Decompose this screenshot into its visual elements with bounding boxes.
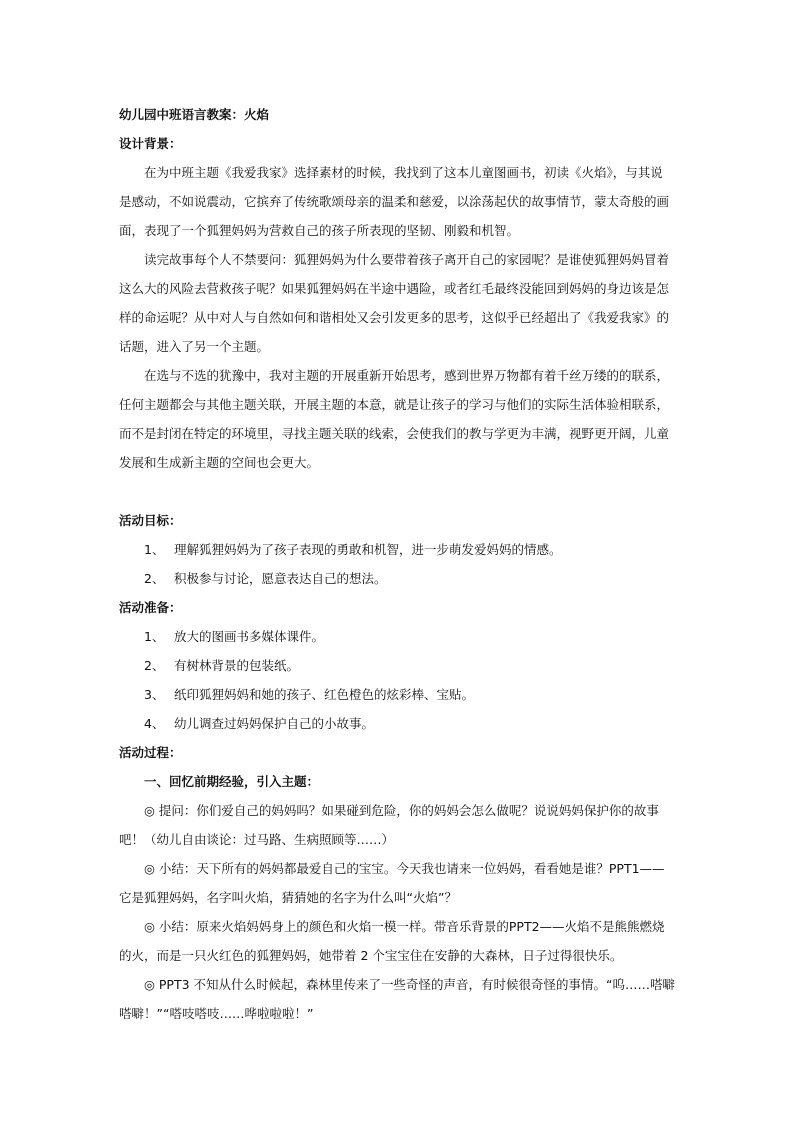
prep-item <box>119 709 675 738</box>
process-paragraph: ◎ PPT3 不知从什么时候起，森林里传来了一些奇怪的声音，有时候很奇怪的事情。“呜……嗒噼嗒噼！”“嗒吱嗒吱……哗啦啦啦！” <box>119 977 675 1021</box>
goal-item <box>119 564 675 593</box>
prep-item <box>119 651 675 680</box>
background-paragraph: 读完故事每个人不禁要问：狐狸妈妈为什么要带着孩子离开自己的家园呢？是谁使狐狸妈妈冒着这么大的风险去营救孩子呢？如果狐狸妈妈在半途中遇险，或者红毛最终没能回到妈妈的身边该是怎样的命运呢？从中对人与自然如何和谐相处又会引发更多的思考，这似乎已经超出了《我爱我家》的话题，进入了另一个主题。 <box>119 252 670 354</box>
prep-item <box>119 680 675 709</box>
goal-number: 1、 <box>144 542 165 557</box>
process-subheading: 一、回忆前期经验，引入主题： <box>144 774 320 789</box>
prep-text: 纸印狐狸妈妈和她的孩子、红色橙色的炫彩棒、宝贴。 <box>174 687 475 702</box>
process-paragraph: ◎ 小结：天下所有的妈妈都最爱自己的宝宝。今天我也请来一位妈妈，看看她是谁？PPT1——它是狐狸妈妈，名字叫火焰，猜猜她的名字为什么叫“火焰”？ <box>119 861 665 905</box>
goals-heading: 活动目标： <box>119 513 182 528</box>
document-body <box>119 100 675 1028</box>
prep-number: 4、 <box>144 716 165 731</box>
blank-line <box>119 477 675 506</box>
prep-text: 有树林背景的包装纸。 <box>174 658 300 673</box>
prep-number: 2、 <box>144 658 165 673</box>
goal-text: 积极参与讨论，愿意表达自己的想法。 <box>174 571 387 586</box>
prep-number: 1、 <box>144 629 165 644</box>
goal-number: 2、 <box>144 571 165 586</box>
process-heading: 活动过程： <box>119 745 182 760</box>
process-paragraph: ◎ 小结：原来火焰妈妈身上的颜色和火焰一模一样。带音乐背景的PPT2——火焰不是熊熊燃烧的火，而是一只火红色的狐狸妈妈，她带着 2 个宝宝住在安静的大森林，日子过得很快乐。 <box>119 919 665 963</box>
goal-item <box>119 535 675 564</box>
background-heading: 设计背景： <box>119 136 182 151</box>
prep-text: 放大的图画书多媒体课件。 <box>174 629 325 644</box>
process-paragraph: ◎ 提问：你们爱自己的妈妈吗？如果碰到危险，你的妈妈会怎么做呢？说说妈妈保护你的故事吧！（幼儿自由谈论：过马路、生病照顾等……） <box>119 803 659 847</box>
prep-item <box>119 622 675 651</box>
goal-text: 理解狐狸妈妈为了孩子表现的勇敢和机智，进一步萌发爱妈妈的情感。 <box>174 542 562 557</box>
prep-heading: 活动准备： <box>119 600 182 615</box>
background-paragraph: 在为中班主题《我爱我家》选择素材的时候，我找到了这本儿童图画书，初读《火焰》，与其说是感动，不如说震动，它摈弃了传统歌颂母亲的温柔和慈爱，以涂荡起伏的故事情节，蒙太奇般的画面，表现了一个狐狸妈妈为营救自己的孩子所表现的坚韧、刚毅和机智。 <box>119 165 670 238</box>
prep-text: 幼儿调查过妈妈保护自己的小故事。 <box>174 716 375 731</box>
document-title: 幼儿园中班语言教案：火焰 <box>119 107 270 122</box>
background-paragraph: 在选与不选的犹豫中，我对主题的开展重新开始思考，感到世界万物都有着千丝万缕的的联系，任何主题都会与其他主题关联，开展主题的本意，就是让孩子的学习与他们的实际生活体验相联系，而不是封闭在特定的环境里，寻找主题关联的线索，会使我们的教与学更为丰满，视野更开阔，儿童发展和生成新主题的空间也会更大。 <box>119 368 670 470</box>
prep-number: 3、 <box>144 687 165 702</box>
